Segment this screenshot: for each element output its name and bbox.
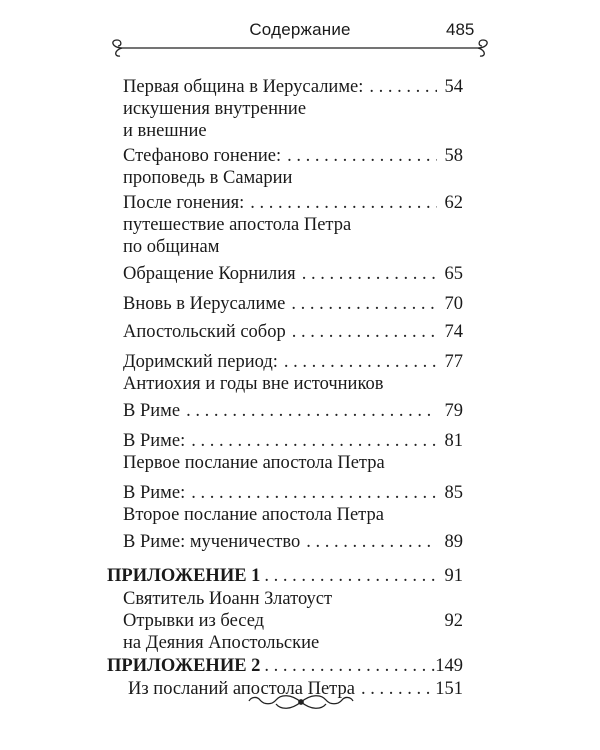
toc-entry-page: 89: [444, 532, 463, 552]
toc-entry: [123, 145, 463, 189]
appendix-1-sub: [123, 588, 463, 654]
dot-leader: [291, 293, 437, 315]
toc-entry-page: 54: [444, 77, 463, 97]
toc-entry-title: В Риме:: [123, 431, 186, 451]
toc-entry-page: 74: [444, 322, 463, 342]
toc-entry-title-cont: Антиохия и годы вне источников: [123, 374, 384, 394]
dot-leader: [264, 655, 435, 677]
toc-entry-title: После гонения:: [123, 193, 245, 213]
toc-entry-title-cont: на Деяния Апостольские: [123, 633, 320, 653]
toc-entry-title: Отрывки из бесед: [123, 611, 265, 631]
dot-leader: [287, 145, 437, 167]
toc-entry: [123, 293, 463, 315]
toc-entry-title-cont: по общинам: [123, 237, 220, 257]
appendix-title: ПРИЛОЖЕНИЕ 1: [107, 566, 261, 586]
toc-entry-title: Обращение Корнилия: [123, 264, 296, 284]
toc-entry-page: 58: [444, 146, 463, 166]
toc-entry-page: 70: [444, 294, 463, 314]
toc-entry-page: 151: [435, 679, 463, 699]
toc-entry-title: В Риме: мученичество: [123, 532, 301, 552]
appendix-author: Святитель Иоанн Златоуст: [123, 589, 333, 609]
toc-entry-page: 65: [444, 264, 463, 284]
toc-entry-page: 85: [444, 483, 463, 503]
toc-entry-title: Апостольский собор: [123, 322, 286, 342]
toc-entry: [123, 430, 463, 474]
toc-entry-page: 77: [444, 352, 463, 372]
toc-entry: [123, 76, 463, 142]
dot-leader: [292, 321, 437, 343]
toc-entry-title: В Риме:: [123, 483, 186, 503]
toc-entry-title-cont: и внешние: [123, 121, 207, 141]
dot-leader: [191, 482, 437, 504]
dot-leader: [264, 565, 441, 587]
toc-entry: [123, 482, 463, 526]
appendix-title: ПРИЛОЖЕНИЕ 2: [107, 656, 261, 676]
toc-entry-page: 62: [444, 193, 463, 213]
toc-entry-title: В Риме: [123, 401, 181, 421]
toc-entry-title-cont: искушения внутренние: [123, 99, 307, 119]
toc-entry-title: Первая община в Иерусалиме:: [123, 77, 364, 97]
appendix-page: 149: [435, 656, 463, 676]
toc-entry-page: 79: [444, 401, 463, 421]
dot-leader: [369, 76, 437, 98]
toc-entry: [123, 531, 463, 553]
toc-entry: [123, 351, 463, 395]
toc-entry-title-cont: Второе послание апостола Петра: [123, 505, 384, 525]
footer-ornament-icon: [246, 691, 356, 713]
toc-entry-title-cont: путешествие апостола Петра: [123, 215, 352, 235]
dot-leader: [186, 400, 437, 422]
toc-entry-page: 81: [444, 431, 463, 451]
dot-leader: [250, 192, 437, 214]
dot-leader: [302, 263, 437, 285]
toc-entry-page: 92: [444, 611, 463, 631]
toc-entry-title-cont: проповедь в Самарии: [123, 168, 293, 188]
dot-leader: [284, 351, 437, 373]
dot-leader: [191, 430, 437, 452]
toc-entry: [123, 400, 463, 422]
appendix-page: 91: [444, 566, 463, 586]
toc-entry: [123, 321, 463, 343]
toc-entry-title: Из посланий апостола Петра: [128, 679, 355, 699]
toc-entry-title: Вновь в Иерусалиме: [123, 294, 286, 314]
dot-leader: [361, 678, 431, 700]
toc-entry-title: Доримский период:: [123, 352, 278, 372]
dot-leader: [306, 531, 437, 553]
toc-entry: [123, 192, 463, 258]
toc-entry: [123, 263, 463, 285]
running-title: Содержание: [249, 20, 351, 39]
appendix-1: [107, 565, 463, 587]
appendix-2: [107, 655, 463, 677]
page-number: 485: [446, 20, 475, 39]
toc-entry-title: Стефаново гонение:: [123, 146, 282, 166]
toc-entry-title-cont: Первое послание апостола Петра: [123, 453, 385, 473]
